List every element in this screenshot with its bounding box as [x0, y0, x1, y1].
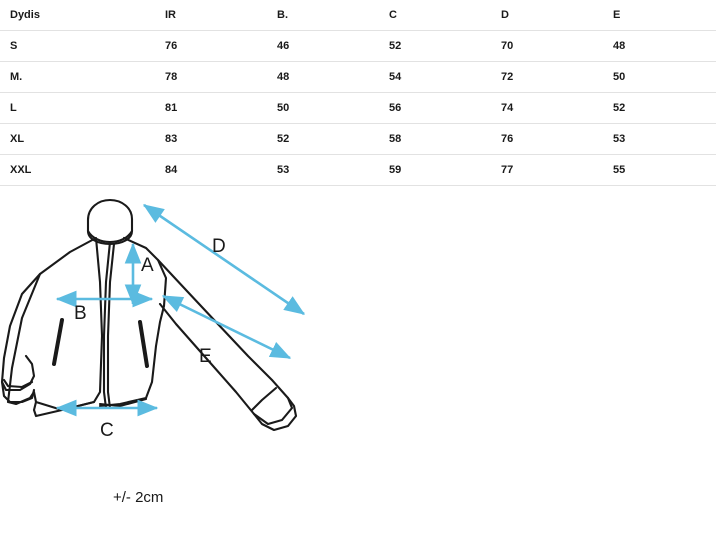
label-b: B	[74, 303, 87, 324]
cell-d: 77	[501, 155, 613, 186]
row-size-label: M.	[0, 62, 165, 93]
column-header-e: E	[613, 0, 716, 31]
cell-e: 53	[613, 124, 716, 155]
label-c: C	[100, 420, 114, 441]
column-header-dydis: Dydis	[0, 0, 165, 31]
table-row	[0, 124, 716, 155]
cell-d: 72	[501, 62, 613, 93]
cell-d: 74	[501, 93, 613, 124]
cell-b: 48	[277, 62, 389, 93]
cell-c: 54	[389, 62, 501, 93]
size-table	[0, 0, 716, 186]
cell-ir: 83	[165, 124, 277, 155]
jacket-measurement-diagram	[0, 186, 716, 526]
column-header-c: C	[389, 0, 501, 31]
column-header-ir: IR	[165, 0, 277, 31]
cell-c: 56	[389, 93, 501, 124]
table-row	[0, 93, 716, 124]
cell-c: 52	[389, 31, 501, 62]
tolerance-note: +/- 2cm	[113, 489, 164, 506]
label-e: E	[199, 346, 212, 367]
cell-c: 58	[389, 124, 501, 155]
cell-b: 52	[277, 124, 389, 155]
cell-c: 59	[389, 155, 501, 186]
table-row	[0, 62, 716, 93]
cell-e: 52	[613, 93, 716, 124]
table-row	[0, 31, 716, 62]
row-size-label: XXL	[0, 155, 165, 186]
cell-e: 48	[613, 31, 716, 62]
cell-d: 70	[501, 31, 613, 62]
label-d: D	[212, 236, 226, 257]
jacket-illustration	[2, 200, 296, 430]
cell-e: 55	[613, 155, 716, 186]
label-a: A	[141, 255, 154, 276]
table-row	[0, 155, 716, 186]
cell-ir: 78	[165, 62, 277, 93]
table-header-row	[0, 0, 716, 31]
column-header-b: B.	[277, 0, 389, 31]
column-header-d: D	[501, 0, 613, 31]
cell-e: 50	[613, 62, 716, 93]
cell-ir: 81	[165, 93, 277, 124]
size-table-body	[0, 31, 716, 186]
row-size-label: S	[0, 31, 165, 62]
cell-b: 50	[277, 93, 389, 124]
row-size-label: L	[0, 93, 165, 124]
cell-b: 46	[277, 31, 389, 62]
arrow-e	[163, 296, 290, 358]
size-table-head	[0, 0, 716, 31]
cell-d: 76	[501, 124, 613, 155]
cell-ir: 84	[165, 155, 277, 186]
row-size-label: XL	[0, 124, 165, 155]
cell-ir: 76	[165, 31, 277, 62]
cell-b: 53	[277, 155, 389, 186]
